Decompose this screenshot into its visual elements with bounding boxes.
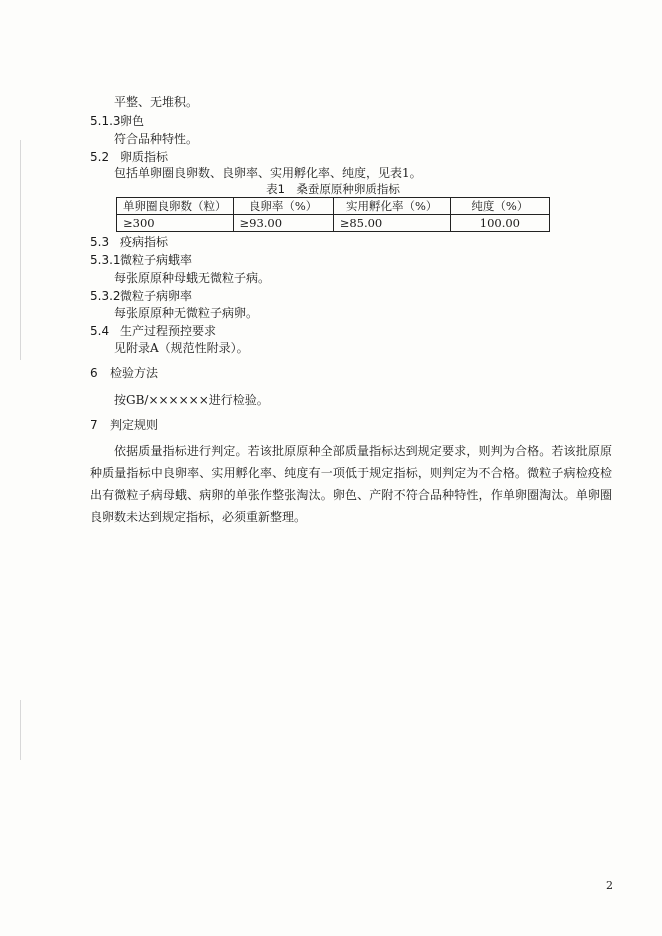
scan-edge-mark <box>20 700 21 760</box>
table-header-cell: 单卵圈良卵数（粒） <box>117 198 234 215</box>
text-line: 符合品种特性。 <box>114 132 199 146</box>
section-number: 7 <box>90 418 98 432</box>
text-line: 包括单卵圈良卵数、良卵率、实用孵化率、纯度，见表1。 <box>114 166 422 180</box>
section-title: 微粒子病卵率 <box>120 289 193 303</box>
section-heading-5-3 <box>90 235 168 249</box>
section-heading-5-1-3 <box>90 114 144 128</box>
section-number: 5.2 <box>90 150 110 164</box>
section-title: 卵色 <box>120 114 145 128</box>
section-number: 5.3 <box>90 235 110 249</box>
text-line: 按GB/××××××进行检验。 <box>114 393 269 407</box>
scan-edge-mark <box>20 140 21 360</box>
table-cell: ≥93.00 <box>233 215 333 232</box>
section-number: 5.4 <box>90 324 110 338</box>
table-header-cell: 纯度（%） <box>450 198 549 215</box>
section-title: 微粒子病蛾率 <box>120 253 193 267</box>
page-number: 2 <box>606 879 613 892</box>
judgement-paragraph: 依据质量指标进行判定。若该批原原种全部质量指标达到规定要求，则判为合格。若该批原原种质量指标中良卵率、实用孵化率、纯度有一项低于规定指标，则判定为不合格。微粒子病检疫检出有微粒子病母蛾、病卵的单张作整张淘汰。卵色、产附不符合品种特性，作单卵圈淘汰。单卵圈良卵数未达到规定指标，必须重新整理。 <box>90 444 612 524</box>
text-line: 每张原原种母蛾无微粒子病。 <box>114 271 271 285</box>
text-line: 每张原原种无微粒子病卵。 <box>114 306 259 320</box>
table-cell: ≥300 <box>117 215 234 232</box>
text-line: 见附录A（规范性附录）。 <box>114 341 249 355</box>
section-heading-7 <box>90 418 158 432</box>
quality-index-table <box>116 197 550 232</box>
section-number: 6 <box>90 366 98 380</box>
section-heading-5-3-2 <box>90 289 192 303</box>
section-title: 生产过程预控要求 <box>120 324 217 338</box>
section-title: 卵质指标 <box>120 150 169 164</box>
section-heading-5-4 <box>90 324 216 338</box>
section-title: 检验方法 <box>110 366 159 380</box>
table-cell: 100.00 <box>450 215 549 232</box>
table-header-cell: 实用孵化率（%） <box>333 198 450 215</box>
section-title: 判定规则 <box>110 418 159 432</box>
section-number: 5.3.1 <box>90 253 121 267</box>
table-row <box>117 215 550 232</box>
section-heading-5-3-1 <box>90 253 192 267</box>
table-cell: ≥85.00 <box>333 215 450 232</box>
table-header-cell: 良卵率（%） <box>233 198 333 215</box>
table-header-row <box>117 198 550 215</box>
section-title: 疫病指标 <box>120 235 169 249</box>
section-heading-6 <box>90 366 158 380</box>
section-heading-5-2 <box>90 150 168 164</box>
section-number: 5.1.3 <box>90 114 121 128</box>
section-number: 5.3.2 <box>90 289 121 303</box>
text-line: 平整、无堆积。 <box>114 95 199 109</box>
table-caption: 表1 桑蚕原原种卵质指标 <box>266 182 400 196</box>
